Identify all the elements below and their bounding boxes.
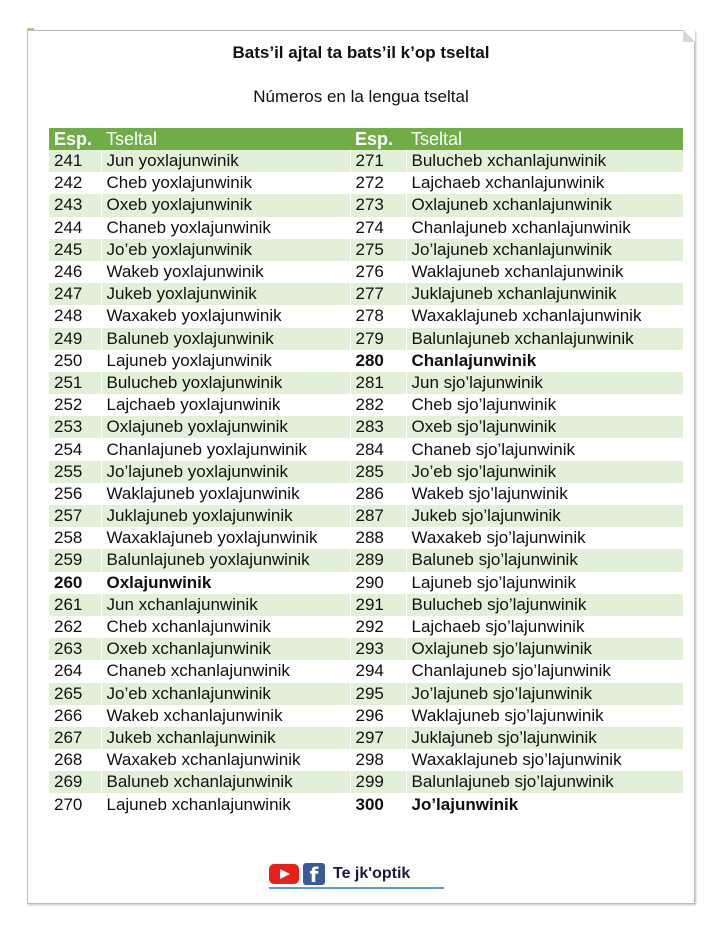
table-row [49, 438, 683, 460]
cell-tseltal-left: Chaneb xchanlajunwinik [101, 660, 350, 682]
cell-tseltal-left: Jo’eb xchanlajunwinik [101, 683, 350, 705]
cell-tseltal-right: Jo’lajunwinik [406, 793, 683, 815]
table-row [49, 527, 683, 549]
cell-number-left: 247 [49, 283, 101, 305]
cell-number-right: 284 [350, 438, 406, 460]
cell-tseltal-right: Jo’lajuneb sjo’lajunwinik [406, 683, 683, 705]
cell-number-left: 269 [49, 771, 101, 793]
table-row [49, 416, 683, 438]
cell-number-left: 242 [49, 172, 101, 194]
cell-tseltal-left: Baluneb xchanlajunwinik [101, 771, 350, 793]
cell-number-left: 244 [49, 217, 101, 239]
brand-underline [269, 887, 444, 889]
cell-tseltal-right: Chaneb sjo’lajunwinik [406, 438, 683, 460]
cell-number-left: 270 [49, 793, 101, 815]
footer-brand [269, 861, 410, 887]
table-row [49, 793, 683, 815]
cell-tseltal-right: Waxaklajuneb sjo’lajunwinik [406, 749, 683, 771]
cell-tseltal-right: Jun sjo’lajunwinik [406, 372, 683, 394]
cell-number-right: 297 [350, 727, 406, 749]
cell-tseltal-right: Lajchaeb sjo’lajunwinik [406, 616, 683, 638]
cell-tseltal-right: Oxeb sjo’lajunwinik [406, 416, 683, 438]
table-row [49, 328, 683, 350]
cell-tseltal-left: Wakeb yoxlajunwinik [101, 261, 350, 283]
table-row [49, 483, 683, 505]
cell-tseltal-left: Cheb xchanlajunwinik [101, 616, 350, 638]
cell-tseltal-right: Chanlajuneb xchanlajunwinik [406, 217, 683, 239]
cell-tseltal-right: Waxaklajuneb xchanlajunwinik [406, 305, 683, 327]
cell-tseltal-right: Juklajuneb xchanlajunwinik [406, 283, 683, 305]
cell-tseltal-left: Cheb yoxlajunwinik [101, 172, 350, 194]
table-row [49, 549, 683, 571]
cell-tseltal-left: Juklajuneb yoxlajunwinik [101, 505, 350, 527]
table-row [49, 194, 683, 216]
cell-tseltal-left: Waklajuneb yoxlajunwinik [101, 483, 350, 505]
cell-tseltal-right: Balunlajuneb sjo’lajunwinik [406, 771, 683, 793]
cell-tseltal-left: Jun xchanlajunwinik [101, 594, 350, 616]
cell-tseltal-left: Lajchaeb yoxlajunwinik [101, 394, 350, 416]
cell-tseltal-left: Jukeb yoxlajunwinik [101, 283, 350, 305]
cell-tseltal-right: Jo’lajuneb xchanlajunwinik [406, 239, 683, 261]
cell-tseltal-left: Chaneb yoxlajunwinik [101, 217, 350, 239]
cell-tseltal-left: Waxakeb xchanlajunwinik [101, 749, 350, 771]
table-row [49, 217, 683, 239]
cell-number-right: 277 [350, 283, 406, 305]
table-row [49, 372, 683, 394]
cell-number-left: 243 [49, 194, 101, 216]
table-row [49, 283, 683, 305]
cell-number-left: 254 [49, 438, 101, 460]
cell-number-left: 259 [49, 549, 101, 571]
cell-number-left: 265 [49, 683, 101, 705]
table-row [49, 172, 683, 194]
column-header-tseltal-left: Tseltal [101, 128, 350, 150]
cell-number-right: 288 [350, 527, 406, 549]
cell-tseltal-right: Lajuneb sjo’lajunwinik [406, 572, 683, 594]
cell-number-left: 255 [49, 461, 101, 483]
cell-number-right: 281 [350, 372, 406, 394]
cell-number-right: 283 [350, 416, 406, 438]
cell-number-right: 279 [350, 328, 406, 350]
cell-tseltal-right: Juklajuneb sjo’lajunwinik [406, 727, 683, 749]
cell-number-right: 298 [350, 749, 406, 771]
cell-number-left: 251 [49, 372, 101, 394]
table-row [49, 572, 683, 594]
table-row [49, 305, 683, 327]
cell-number-right: 276 [350, 261, 406, 283]
cell-number-right: 290 [350, 572, 406, 594]
facebook-icon[interactable]: f [303, 863, 325, 885]
cell-number-left: 264 [49, 660, 101, 682]
cell-number-left: 245 [49, 239, 101, 261]
cell-tseltal-right: Bulucheb xchanlajunwinik [406, 150, 683, 172]
cell-number-left: 267 [49, 727, 101, 749]
table-header-row [49, 128, 683, 150]
cell-number-right: 291 [350, 594, 406, 616]
cell-tseltal-left: Jo’lajuneb yoxlajunwinik [101, 461, 350, 483]
cell-number-right: 299 [350, 771, 406, 793]
table-row [49, 638, 683, 660]
table-row [49, 505, 683, 527]
cell-tseltal-left: Oxeb xchanlajunwinik [101, 638, 350, 660]
cell-tseltal-left: Oxlajuneb yoxlajunwinik [101, 416, 350, 438]
cell-tseltal-left: Oxlajunwinik [101, 572, 350, 594]
column-header-tseltal-right: Tseltal [406, 128, 683, 150]
table-row [49, 350, 683, 372]
cell-number-right: 285 [350, 461, 406, 483]
cell-tseltal-right: Oxlajuneb xchanlajunwinik [406, 194, 683, 216]
column-header-esp-right: Esp. [350, 128, 406, 150]
cell-tseltal-left: Jo’eb yoxlajunwinik [101, 239, 350, 261]
cell-number-left: 256 [49, 483, 101, 505]
cell-tseltal-left: Jun yoxlajunwinik [101, 150, 350, 172]
table-row [49, 150, 683, 172]
cell-number-right: 300 [350, 793, 406, 815]
brand-name: Te jk'optik [333, 865, 411, 882]
cell-tseltal-right: Lajchaeb xchanlajunwinik [406, 172, 683, 194]
cell-tseltal-right: Chanlajuneb sjo’lajunwinik [406, 660, 683, 682]
cell-number-right: 292 [350, 616, 406, 638]
youtube-icon[interactable] [269, 864, 299, 884]
document-page [27, 30, 695, 904]
cell-number-left: 248 [49, 305, 101, 327]
cell-number-left: 250 [49, 350, 101, 372]
cell-number-left: 246 [49, 261, 101, 283]
cell-tseltal-right: Oxlajuneb sjo’lajunwinik [406, 638, 683, 660]
cell-tseltal-left: Balunlajuneb yoxlajunwinik [101, 549, 350, 571]
cell-number-left: 262 [49, 616, 101, 638]
cell-number-left: 263 [49, 638, 101, 660]
cell-tseltal-left: Bulucheb yoxlajunwinik [101, 372, 350, 394]
cell-tseltal-right: Waklajuneb sjo’lajunwinik [406, 705, 683, 727]
cell-tseltal-right: Baluneb sjo’lajunwinik [406, 549, 683, 571]
table-row [49, 705, 683, 727]
cell-number-left: 260 [49, 572, 101, 594]
cell-number-left: 241 [49, 150, 101, 172]
cell-tseltal-left: Waxaklajuneb yoxlajunwinik [101, 527, 350, 549]
cell-number-right: 272 [350, 172, 406, 194]
table-row [49, 239, 683, 261]
table-row [49, 749, 683, 771]
cell-tseltal-right: Chanlajunwinik [406, 350, 683, 372]
cell-number-right: 271 [350, 150, 406, 172]
cell-tseltal-right: Jukeb sjo’lajunwinik [406, 505, 683, 527]
cell-tseltal-right: Bulucheb sjo’lajunwinik [406, 594, 683, 616]
table-row [49, 461, 683, 483]
cell-tseltal-right: Cheb sjo’lajunwinik [406, 394, 683, 416]
cell-number-left: 266 [49, 705, 101, 727]
cell-number-right: 287 [350, 505, 406, 527]
table-row [49, 616, 683, 638]
cell-tseltal-right: Waklajuneb xchanlajunwinik [406, 261, 683, 283]
cell-tseltal-left: Chanlajuneb yoxlajunwinik [101, 438, 350, 460]
table-row [49, 261, 683, 283]
cell-number-right: 296 [350, 705, 406, 727]
cell-number-right: 278 [350, 305, 406, 327]
document-title: Bats’il ajtal ta bats’il k’op tseltal [232, 43, 490, 62]
cell-number-right: 293 [350, 638, 406, 660]
cell-number-right: 289 [350, 549, 406, 571]
cell-tseltal-left: Waxakeb yoxlajunwinik [101, 305, 350, 327]
cell-number-right: 286 [350, 483, 406, 505]
cell-number-right: 273 [350, 194, 406, 216]
table-row [49, 727, 683, 749]
cell-number-right: 274 [350, 217, 406, 239]
cell-number-right: 295 [350, 683, 406, 705]
table-body [49, 150, 683, 816]
table-row [49, 660, 683, 682]
numbers-table [49, 128, 684, 816]
cell-number-left: 252 [49, 394, 101, 416]
cell-number-left: 257 [49, 505, 101, 527]
cell-number-right: 280 [350, 350, 406, 372]
cell-tseltal-left: Lajuneb xchanlajunwinik [101, 793, 350, 815]
column-header-esp-left: Esp. [49, 128, 101, 150]
cell-tseltal-right: Balunlajuneb xchanlajunwinik [406, 328, 683, 350]
cell-tseltal-left: Oxeb yoxlajunwinik [101, 194, 350, 216]
cell-number-left: 253 [49, 416, 101, 438]
cell-number-left: 268 [49, 749, 101, 771]
cell-number-right: 294 [350, 660, 406, 682]
cell-tseltal-right: Wakeb sjo’lajunwinik [406, 483, 683, 505]
cell-tseltal-left: Lajuneb yoxlajunwinik [101, 350, 350, 372]
cell-tseltal-right: Jo’eb sjo’lajunwinik [406, 461, 683, 483]
table-row [49, 594, 683, 616]
cell-number-left: 261 [49, 594, 101, 616]
table-row [49, 683, 683, 705]
table-row [49, 771, 683, 793]
cell-number-right: 275 [350, 239, 406, 261]
cell-tseltal-right: Waxakeb sjo’lajunwinik [406, 527, 683, 549]
page-fold-corner [683, 30, 695, 42]
cell-number-left: 249 [49, 328, 101, 350]
table-row [49, 394, 683, 416]
cell-tseltal-left: Jukeb xchanlajunwinik [101, 727, 350, 749]
cell-number-right: 282 [350, 394, 406, 416]
cell-tseltal-left: Baluneb yoxlajunwinik [101, 328, 350, 350]
document-subtitle: Números en la lengua tseltal [253, 87, 469, 106]
cell-tseltal-left: Wakeb xchanlajunwinik [101, 705, 350, 727]
cell-number-left: 258 [49, 527, 101, 549]
